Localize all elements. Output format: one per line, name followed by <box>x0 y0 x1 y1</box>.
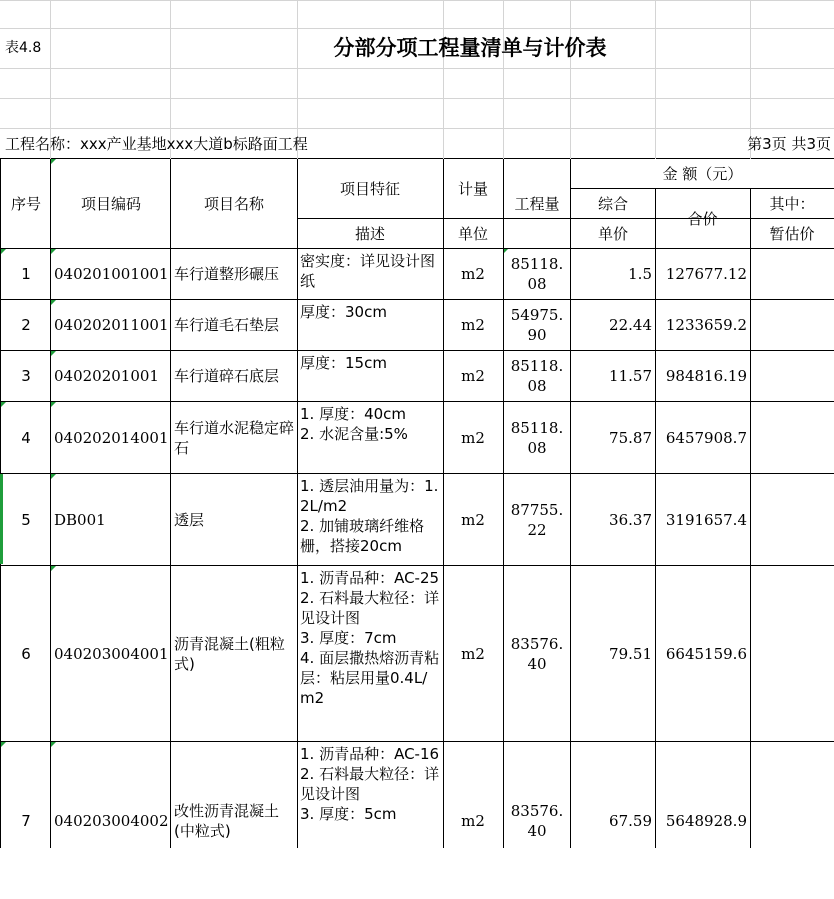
header-unit-sub[interactable]: 单位 <box>457 225 488 243</box>
row-feature[interactable]: 密实度：详见设计图纸 <box>300 252 436 290</box>
row-seq[interactable]: 2 <box>21 316 31 334</box>
row-provisional[interactable] <box>750 351 834 401</box>
row-provisional[interactable] <box>750 300 834 350</box>
row-code[interactable]: 040202014001 <box>54 428 169 447</box>
row-name[interactable]: 车行道碎石底层 <box>174 367 280 385</box>
table-number[interactable]: 表4.8 <box>5 40 42 56</box>
row-total[interactable]: 6457908.7 <box>665 428 747 447</box>
row-name[interactable]: 车行道整形碾压 <box>174 265 280 283</box>
row-quantity[interactable]: 54975.90 <box>510 306 564 344</box>
row-unit-price[interactable]: 79.51 <box>609 644 652 663</box>
row-unit[interactable]: m2 <box>461 367 485 385</box>
row-unit-price[interactable]: 1.5 <box>628 265 652 283</box>
row-provisional[interactable] <box>750 249 834 299</box>
row-feature[interactable]: 1. 厚度：40cm 2. 水泥含量:5% <box>300 405 408 443</box>
row-unit-price[interactable]: 75.87 <box>609 428 652 447</box>
header-feature[interactable]: 项目特征 <box>339 180 400 198</box>
row-unit-price[interactable]: 36.37 <box>609 510 652 529</box>
header-provisional[interactable]: 暂估价 <box>769 225 815 243</box>
row-code[interactable]: 040202011001 <box>54 316 169 334</box>
row-provisional[interactable] <box>750 402 834 473</box>
row-seq[interactable]: 5 <box>21 510 31 529</box>
row-seq[interactable]: 7 <box>21 811 31 830</box>
row-provisional[interactable] <box>750 742 834 899</box>
sheet-title[interactable]: 分部分项工程量清单与计价表 <box>333 36 607 60</box>
row-feature[interactable]: 1. 沥青品种：AC-25 2. 石料最大粒径：详见设计图 3. 厚度：7cm 4. 面层撒热熔沥青粘层：粘层用量0.4L/m2 <box>300 569 440 707</box>
row-unit-price[interactable]: 22.44 <box>609 316 652 334</box>
row-unit[interactable]: m2 <box>461 644 485 663</box>
row-total[interactable]: 6645159.6 <box>665 644 747 663</box>
gridline <box>570 0 571 159</box>
header-total[interactable]: 合价 <box>687 210 718 228</box>
row-quantity[interactable]: 83576.40 <box>510 634 564 673</box>
row-unit[interactable]: m2 <box>461 428 485 447</box>
row-unit[interactable]: m2 <box>461 811 485 830</box>
header-seq[interactable]: 序号 <box>10 195 41 213</box>
row-seq[interactable]: 1 <box>21 265 31 283</box>
row-unit[interactable]: m2 <box>461 265 485 283</box>
header-unit[interactable]: 计量 <box>457 180 488 198</box>
row-total[interactable]: 1233659.2 <box>665 316 747 334</box>
row-unit[interactable]: m2 <box>461 316 485 334</box>
row-seq[interactable]: 3 <box>21 367 31 385</box>
row-code[interactable]: DB001 <box>54 510 106 529</box>
row-provisional[interactable] <box>750 474 834 565</box>
header-unit-price-sub[interactable]: 单价 <box>597 225 628 243</box>
row-unit[interactable]: m2 <box>461 510 485 529</box>
row-name[interactable]: 车行道水泥稳定碎石 <box>174 418 295 457</box>
row-unit-price[interactable]: 11.57 <box>609 367 652 385</box>
header-feature-desc[interactable]: 描述 <box>354 225 385 243</box>
row-name[interactable]: 沥青混凝土(粗粒式) <box>174 634 285 673</box>
row-seq[interactable]: 4 <box>21 428 31 447</box>
row-total[interactable]: 3191657.4 <box>665 510 747 529</box>
page-info[interactable]: 第3页 共3页 <box>747 135 831 153</box>
header-quantity[interactable]: 工程量 <box>514 195 560 213</box>
header-amount[interactable]: 金 额（元） <box>662 165 743 183</box>
row-total[interactable]: 984816.19 <box>665 367 747 385</box>
gridline <box>0 68 834 69</box>
gridline <box>0 98 834 99</box>
header-of-which[interactable]: 其中： <box>769 195 815 213</box>
row-quantity[interactable]: 83576.40 <box>510 801 564 840</box>
row-code[interactable]: 040203004001 <box>54 644 169 663</box>
row-code[interactable]: 04020201001 <box>54 367 159 385</box>
row-code[interactable]: 040203004002 <box>54 811 169 830</box>
project-name[interactable]: 工程名称：xxx产业基地xxx大道b标路面工程 <box>5 135 308 153</box>
gridline <box>0 128 834 129</box>
header-unit-price[interactable]: 综合 <box>597 195 628 213</box>
row-feature[interactable]: 1. 沥青品种：AC-16 2. 石料最大粒径：详见设计图 3. 厚度：5cm <box>300 745 440 823</box>
row-code[interactable]: 040201001001 <box>54 265 169 283</box>
row-quantity[interactable]: 87755.22 <box>510 500 564 539</box>
row-unit-price[interactable]: 67.59 <box>609 811 652 830</box>
row-quantity[interactable]: 85118.08 <box>510 357 564 395</box>
row-name[interactable]: 车行道毛石垫层 <box>174 316 280 334</box>
row-feature[interactable]: 厚度：30cm <box>300 303 387 321</box>
row-total[interactable]: 5648928.9 <box>665 811 747 830</box>
gridline <box>503 0 504 159</box>
row-feature[interactable]: 厚度：15cm <box>300 354 387 372</box>
gridline <box>0 0 834 1</box>
header-name[interactable]: 项目名称 <box>203 195 264 213</box>
row-seq[interactable]: 6 <box>21 644 31 663</box>
row-total[interactable]: 127677.12 <box>665 265 747 283</box>
row-quantity[interactable]: 85118.08 <box>510 418 564 457</box>
row-provisional[interactable] <box>750 566 834 741</box>
header-code[interactable]: 项目编码 <box>80 195 141 213</box>
row-name[interactable]: 透层 <box>174 510 205 529</box>
row-name[interactable]: 改性沥青混凝土(中粒式) <box>174 801 280 840</box>
row-quantity[interactable]: 85118.08 <box>510 255 564 293</box>
row-feature[interactable]: 1. 透层油用量为：1.2L/m2 2. 加铺玻璃纤维格栅，搭接20cm <box>300 477 439 555</box>
